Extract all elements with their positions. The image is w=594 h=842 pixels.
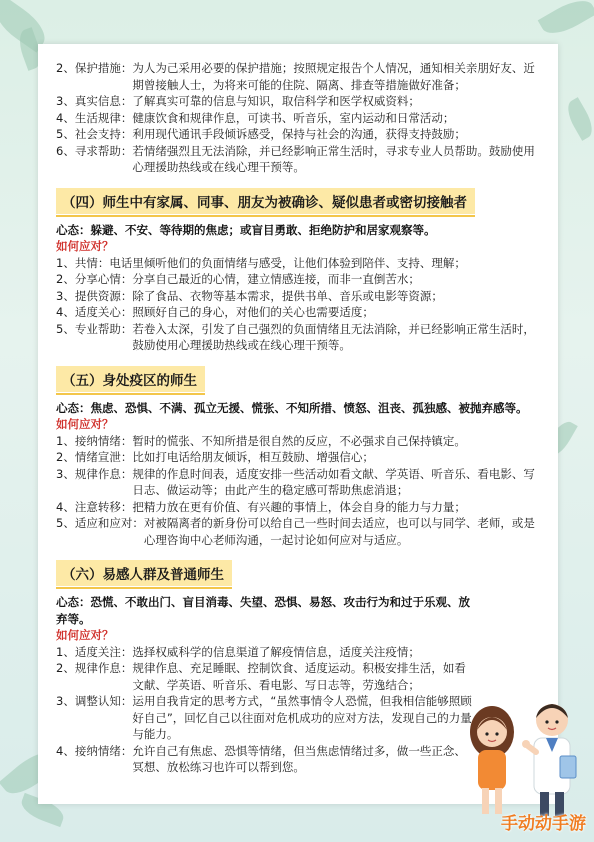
list-item — [56, 110, 546, 127]
doctor-and-girl-illustration-icon — [462, 690, 592, 820]
list-item — [56, 93, 546, 110]
item-text: 选择权威科学的信息渠道了解疫情信息，适度关注疫情； — [132, 644, 420, 659]
item-text: 了解真实可靠的信息与知识，取信科学和医学权威资料； — [132, 94, 420, 108]
section-heading: （五）身处疫区的师生 — [56, 366, 205, 392]
item-text: 电话里倾听他们的负面情绪与感受，让他们体验到陪伴、支持、理解； — [109, 255, 466, 270]
item-number: 1、 — [56, 433, 75, 448]
list-item — [56, 466, 546, 499]
item-text: 规律的作息时间表，适度安排一些活动如看文献、学英语、听音乐、看电影、写日志、做运动等；由此产生的稳定感可帮助焦虑消退； — [132, 466, 535, 497]
document-content — [56, 60, 546, 776]
how-to-cope-label: 如何应对？ — [56, 417, 114, 431]
item-label: 注意转移： — [74, 499, 133, 514]
item-number: 5、 — [56, 516, 75, 530]
list-item — [56, 449, 546, 466]
list-item — [56, 304, 546, 321]
item-text: 规律作息、充足睡眠、控制饮食、适度运动。积极安排生活，如看文献、学英语、听音乐、看电影、写日志等，劳逸结合； — [132, 661, 466, 692]
item-text: 把精力放在更有价值、有兴趣的事情上，体会自身的能力与力量； — [132, 499, 466, 514]
mindset-text: 心态：恐慌、不敢出门、盲目消毒、失望、恐惧、易怒、攻击行为和过于乐观、放弃等。 — [56, 595, 470, 626]
leaf-decoration-icon — [562, 97, 594, 141]
list-item — [56, 499, 546, 516]
item-text: 若卷入太深，引发了自己强烈的负面情绪且无法消除，并已经影响正常生活时，鼓励使用心理援助热线或在线心理干预等。 — [132, 321, 535, 352]
item-number: 1、 — [56, 255, 75, 270]
item-number: 4、 — [56, 743, 75, 758]
item-label: 提供资源： — [74, 288, 133, 303]
item-label: 适应和应对： — [74, 516, 144, 530]
section-heading: （四）师生中有家属、同事、朋友为被确诊、疑似患者或密切接触者 — [56, 188, 475, 214]
item-label: 生活规律： — [74, 110, 133, 125]
item-number: 3、 — [56, 466, 75, 481]
section5 — [56, 354, 546, 549]
item-text: 健康饮食和规律作息，可读书、听音乐，室内运动和日常活动； — [132, 110, 455, 125]
mindset-text: 心态：躲避、不安、等待期的焦虑；或盲目勇敢、拒绝防护和居家观察等。 — [56, 222, 436, 237]
list-item — [56, 143, 546, 176]
item-label: 调整认知： — [74, 694, 133, 708]
list-item — [56, 743, 476, 776]
item-number: 2、 — [56, 272, 75, 286]
list-item — [56, 271, 546, 288]
item-number: 2、 — [56, 661, 75, 675]
item-text: 分享自己最近的心情，建立情感连接，而非一直倒苦水； — [132, 272, 420, 286]
item-number: 4、 — [56, 499, 75, 514]
mindset-text: 心态：焦虑、恐惧、不满、孤立无援、慌张、不知所措、愤怒、沮丧、孤独感、被抛弃感等。 — [56, 400, 528, 415]
item-text: 运用自我肯定的思考方式，“虽然事情令人恐慌，但我相信能够照顾好自己”，回忆自己以往面对危机成功的应对方法，发现自己的力量与能力。 — [132, 694, 472, 741]
item-text: 为人为己采用必要的保护措施；按照规定报告个人情况，通知相关亲朋好友、近期曾接触人士，为将来可能的住院、隔离、排查等措施做好准备； — [132, 61, 535, 92]
list-item — [56, 660, 476, 693]
list-item — [56, 515, 546, 548]
item-label: 专业帮助： — [74, 321, 133, 336]
watermark: 手动动手游 — [501, 814, 586, 834]
list-item — [56, 433, 546, 450]
list-item — [56, 644, 476, 661]
item-number: 5、 — [56, 127, 75, 141]
list-item — [56, 60, 546, 93]
item-label: 规律作息： — [74, 661, 133, 675]
item-number: 5、 — [56, 321, 75, 336]
list-item — [56, 255, 546, 272]
item-label: 共情： — [74, 255, 110, 270]
item-text: 照顾好自己的身心，对他们的关心也需要适度； — [132, 305, 374, 319]
item-number: 2、 — [56, 61, 75, 75]
item-label: 接纳情绪： — [74, 433, 133, 448]
item-text: 利用现代通讯手段倾诉感受，保持与社会的沟通，获得支持鼓励； — [132, 127, 466, 141]
item-label: 适度关注： — [74, 644, 133, 659]
item-text: 允许自己有焦虑、恐惧等情绪，但当焦虑情绪过多，做一些正念、冥想、放松练习也许可以帮到您。 — [132, 743, 466, 774]
list-item — [56, 321, 546, 354]
item-number: 4、 — [56, 305, 75, 319]
list-item — [56, 126, 546, 143]
item-number: 3、 — [56, 94, 75, 108]
item-label: 适度关心： — [74, 305, 133, 319]
item-label: 真实信息： — [74, 94, 133, 108]
item-text: 除了食品、衣物等基本需求，提供书单、音乐或电影等资源； — [132, 288, 443, 303]
item-number: 4、 — [56, 110, 75, 125]
item-number: 6、 — [56, 143, 75, 158]
how-to-cope-label: 如何应对？ — [56, 239, 114, 253]
item-text: 对被隔离者的新身份可以给自己一些时间去适应，也可以与同学、老师，或是心理咨询中心老师沟通，一起讨论如何应对与适应。 — [143, 516, 535, 547]
item-label: 接纳情绪： — [74, 743, 133, 758]
section-heading: （六）易感人群及普通师生 — [56, 560, 232, 586]
list-item — [56, 288, 546, 305]
item-text: 若情绪强烈且无法消除，并已经影响正常生活时，寻求专业人员帮助。鼓励使用心理援助热线或在线心理干预等。 — [132, 143, 535, 174]
item-label: 保护措施： — [74, 61, 133, 75]
leaf-decoration-icon — [538, 0, 594, 41]
list-item — [56, 693, 476, 743]
item-label: 情绪宣泄： — [74, 450, 133, 464]
item-label: 分享心情： — [74, 272, 133, 286]
item-number: 3、 — [56, 288, 75, 303]
how-to-cope-label: 如何应对？ — [56, 628, 114, 642]
item-text: 暂时的慌张、不知所措是很自然的反应，不必强求自己保持镇定。 — [132, 433, 466, 448]
item-label: 规律作息： — [74, 466, 133, 481]
item-label: 社会支持： — [74, 127, 133, 141]
item-number: 1、 — [56, 644, 75, 659]
section3-list — [56, 60, 546, 176]
item-number: 2、 — [56, 450, 75, 464]
item-label: 寻求帮助： — [74, 143, 133, 158]
item-number: 3、 — [56, 694, 75, 708]
section4 — [56, 176, 546, 354]
item-text: 比如打电话给朋友倾诉，相互鼓励、增强信心； — [132, 450, 374, 464]
